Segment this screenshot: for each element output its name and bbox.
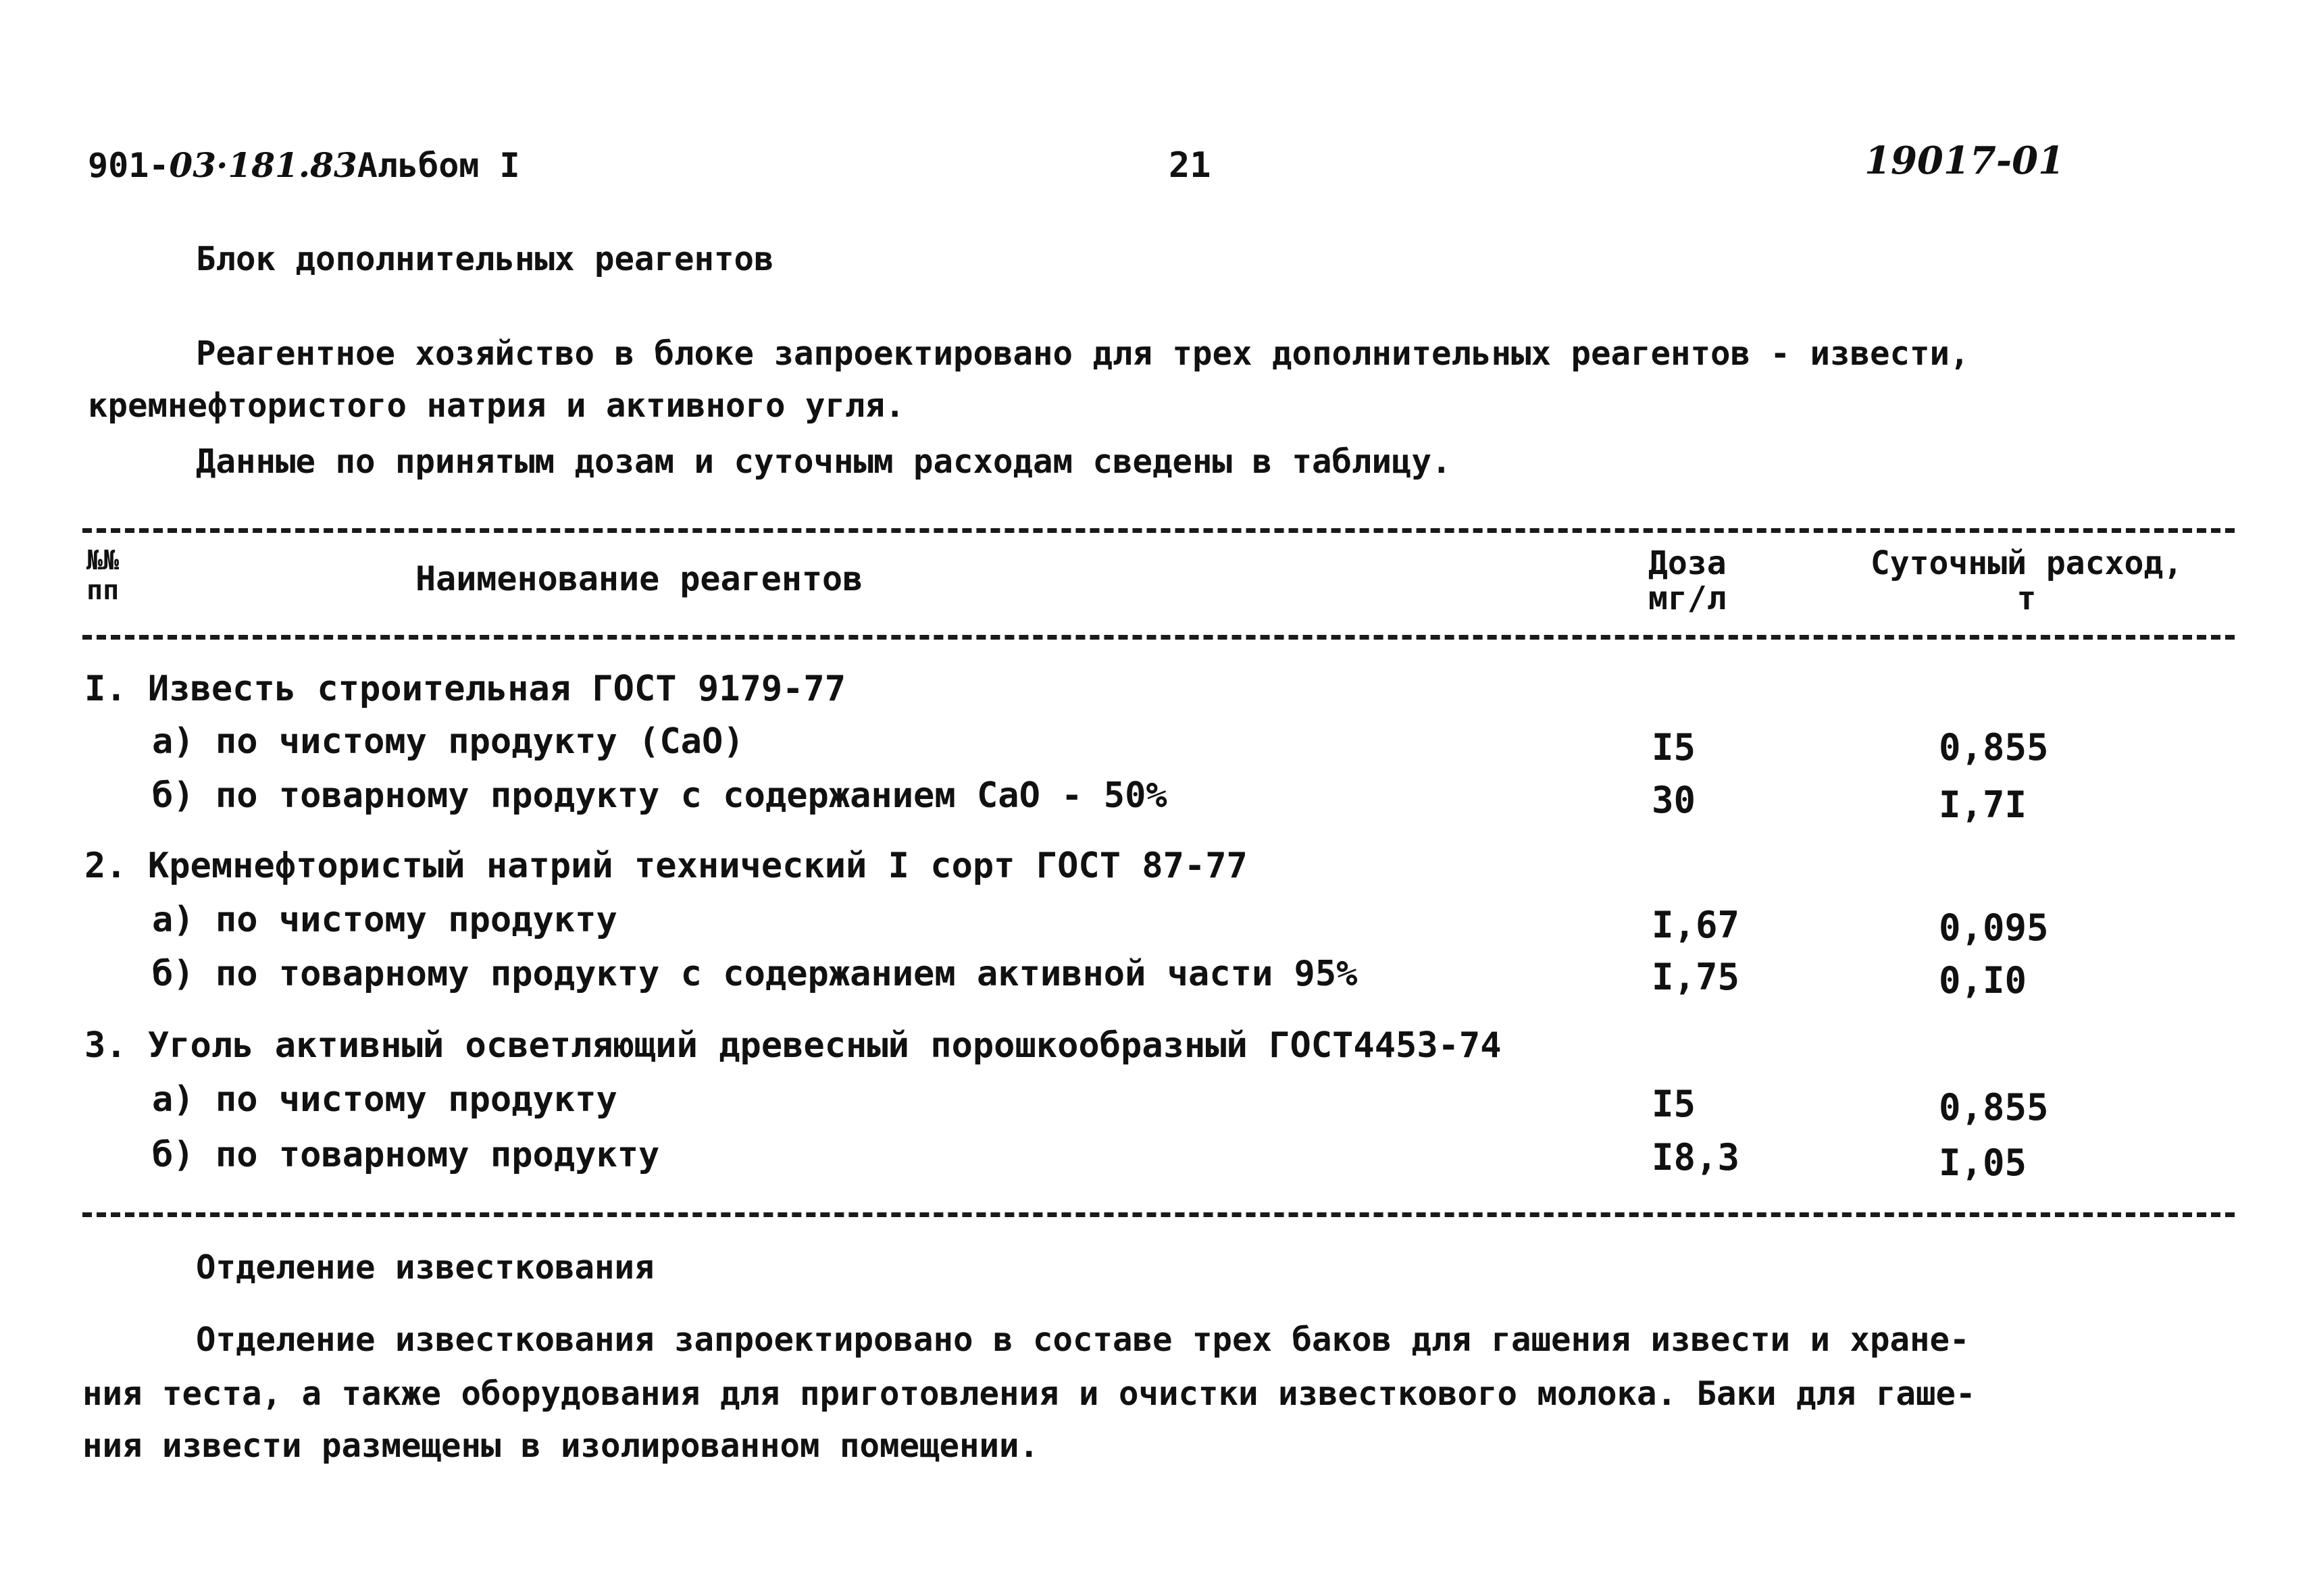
column-header-daily-line2: т [2016,580,2037,617]
group-title-activated-carbon: 3. Уголь активный осветляющий древесный порошкообразный ГОСТ4453-74 [84,1025,1502,1066]
document-code-prefix: 901- [88,146,170,185]
column-header-number-line1: №№ [86,545,120,576]
table-row-dose: 30 [1652,779,1696,821]
document-code [88,145,520,185]
column-header-name: Наименование реагентов [415,559,863,598]
column-header-dose-line1: Доза [1648,544,1727,582]
column-header-daily-line1: Суточный расход, [1870,544,2183,582]
table-row-daily: 0,855 [1939,726,2049,769]
table-row-dose: I5 [1652,726,1696,769]
table-rule-header [82,635,2235,640]
table-row-label: а) по чистому продукту [152,1079,617,1120]
inventory-number: 19017-01 [1864,138,2064,183]
paragraph-line: ния извести размещены в изолированном помещении. [82,1426,1040,1465]
table-row-daily: 0,855 [1939,1086,2049,1129]
table-row-label: б) по товарному продукту с содержанием СаО - 50% [152,775,1167,816]
table-row-daily: 0,095 [1939,906,2049,949]
table-row-label: а) по чистому продукту [152,900,617,940]
table-row-daily: I,7I [1939,783,2027,826]
table-row-label: б) по товарному продукту с содержанием активной части 95% [152,954,1358,994]
table-row-dose: I,67 [1652,904,1740,946]
paragraph-line: ния теста, а также оборудования для приготовления и очистки известкового молока. Баки для гаше- [82,1374,1976,1413]
album-label: Альбом I [357,146,520,185]
section-title-additional-reagents: Блок дополнительных реагентов [196,240,774,278]
table-rule-top [82,528,2235,533]
column-header-number-line2: пп [86,575,120,606]
column-header-daily-consumption [1824,546,2229,616]
table-row-dose: I5 [1652,1083,1696,1125]
paragraph-line: кремнефтористого натрия и активного угля. [88,386,905,425]
table-row-label: б) по товарному продукту [152,1135,660,1175]
section-title-liming: Отделение известкования [196,1248,655,1287]
paragraph-line: Данные по принятым дозам и суточным расходам сведены в таблицу. [196,442,1452,481]
paragraph-line: Отделение известкования запроектировано в составе трех баков для гашения извести и хране- [196,1320,1970,1359]
column-header-dose-line2: мг/л [1648,580,1727,617]
document-code-handwritten: 03·181.83 [169,145,357,185]
column-header-dose [1648,546,1727,616]
table-row-dose: I8,3 [1652,1136,1740,1179]
page-number: 21 [1169,145,1211,186]
column-header-number [86,546,119,605]
table-row-daily: 0,I0 [1939,959,2027,1002]
table-row-label: а) по чистому продукту (СаО) [152,721,744,762]
table-row-dose: I,75 [1652,956,1740,998]
group-title-sodium-silicofluoride: 2. Кремнефтористый натрий технический I сорт ГОСТ 87-77 [84,846,1248,886]
group-title-lime: I. Известь строительная ГОСТ 9179-77 [84,669,846,709]
table-rule-bottom [82,1212,2235,1217]
table-row-daily: I,05 [1939,1141,2027,1184]
paragraph-line: Реагентное хозяйство в блоке запроектировано для трех дополнительных реагентов - извести, [196,334,1970,373]
